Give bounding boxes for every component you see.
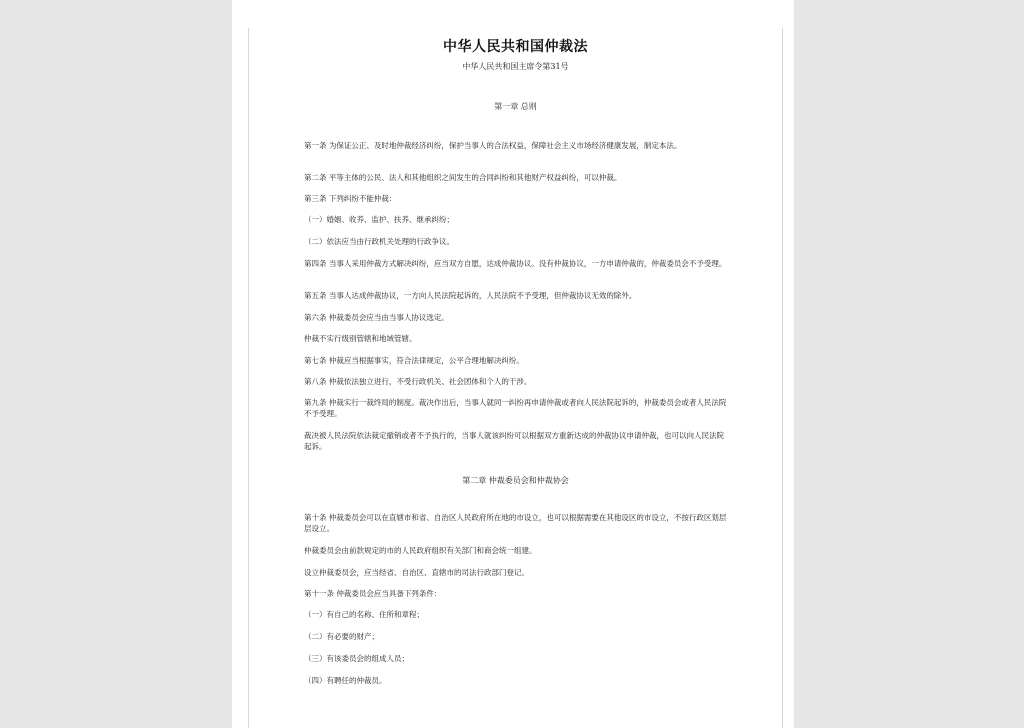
article-10: 第十条 仲裁委员会可以在直辖市和省、自治区人民政府所在地的市设立，也可以根据需要在其他设区的市设立，不按行政区划层层设立。 [304, 513, 727, 533]
article-11-item-3: （三）有该委员会的组成人员； [304, 654, 409, 663]
article-11-item-2: （二）有必要的财产； [304, 632, 379, 641]
document-subtitle: 中华人民共和国主席令第31号 [462, 62, 569, 71]
article-3-item-1: （一）婚姻、收养、监护、扶养、继承纠纷； [304, 215, 454, 224]
article-6-para-2: 仲裁不实行级别管辖和地域管辖。 [304, 334, 417, 343]
article-11: 第十一条 仲裁委员会应当具备下列条件： [304, 589, 442, 598]
article-4: 第四条 当事人采用仲裁方式解决纠纷，应当双方自愿，达成仲裁协议。没有仲裁协议，一方申请仲裁的，仲裁委员会不予受理。 [304, 259, 727, 268]
article-1: 第一条 为保证公正、及时地仲裁经济纠纷，保护当事人的合法权益，保障社会主义市场经济健康发展，制定本法。 [304, 141, 682, 150]
article-9: 第九条 仲裁实行一裁终局的制度。裁决作出后，当事人就同一纠纷再申请仲裁或者向人民法院起诉的，仲裁委员会或者人民法院不予受理。 [304, 398, 727, 418]
article-11-item-4: （四）有聘任的仲裁员。 [304, 676, 387, 685]
chapter-1-heading: 第一章 总则 [494, 102, 537, 111]
chapter-2-heading: 第二章 仲裁委员会和仲裁协会 [462, 476, 569, 485]
article-10-para-2: 仲裁委员会由前款规定的市的人民政府组织有关部门和商会统一组建。 [304, 546, 537, 555]
article-2: 第二条 平等主体的公民、法人和其他组织之间发生的合同纠纷和其他财产权益纠纷，可以仲裁。 [304, 173, 622, 182]
article-11-item-1: （一）有自己的名称、住所和章程； [304, 610, 424, 619]
article-5: 第五条 当事人达成仲裁协议，一方向人民法院起诉的，人民法院不予受理，但仲裁协议无效的除外。 [304, 291, 637, 300]
article-9-para-2: 裁决被人民法院依法裁定撤销或者不予执行的，当事人就该纠纷可以根据双方重新达成的仲裁协议申请仲裁，也可以向人民法院起诉。 [304, 431, 724, 451]
article-3: 第三条 下列纠纷不能仲裁： [304, 194, 397, 203]
document-title: 中华人民共和国仲裁法 [443, 39, 588, 55]
article-3-item-2: （二）依法应当由行政机关处理的行政争议。 [304, 237, 454, 246]
article-6: 第六条 仲裁委员会应当由当事人协议选定。 [304, 313, 449, 322]
article-10-para-3: 设立仲裁委员会，应当经省、自治区、直辖市的司法行政部门登记。 [304, 568, 529, 577]
article-7: 第七条 仲裁应当根据事实，符合法律规定，公平合理地解决纠纷。 [304, 356, 524, 365]
article-8: 第八条 仲裁依法独立进行，不受行政机关、社会团体和个人的干涉。 [304, 377, 532, 386]
